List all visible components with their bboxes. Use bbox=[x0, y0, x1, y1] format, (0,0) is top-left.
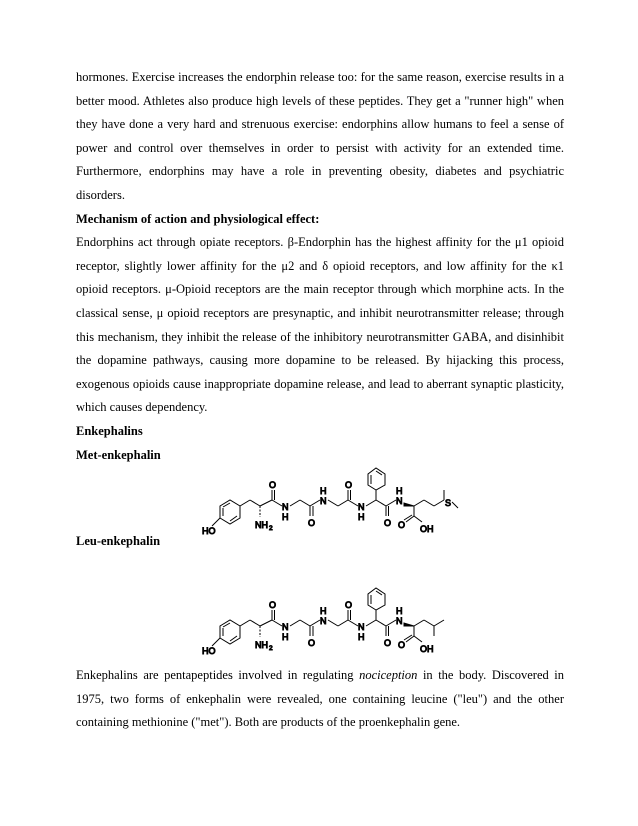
enk-rest-text: in the body. Discovered in 1975, two forms of enkephalin were revealed, one containing leucine ("leu") and the other containing methionine ("met"). Both are products of the proenkephalin gene. bbox=[76, 668, 565, 730]
o-label-3: O bbox=[345, 480, 353, 490]
oh-label: OH bbox=[420, 524, 434, 534]
s-label: S bbox=[445, 498, 452, 508]
nh-label-leu: NH bbox=[255, 640, 268, 650]
h-label-leu-2: H bbox=[320, 606, 327, 616]
h-label-1: H bbox=[282, 512, 289, 522]
o-label-5: O bbox=[398, 520, 406, 530]
o-label-leu-2: O bbox=[308, 638, 316, 648]
enkephalin-paragraph bbox=[76, 664, 564, 735]
n-label-3: N bbox=[358, 502, 365, 512]
o-label-leu-3: O bbox=[345, 600, 353, 610]
o-label-1: O bbox=[269, 480, 277, 490]
h-label-leu-4: H bbox=[396, 606, 403, 616]
oh-label-leu: OH bbox=[420, 644, 434, 654]
enkephalins-heading: Enkephalins bbox=[76, 423, 143, 438]
n-label-leu-1: N bbox=[282, 622, 289, 632]
nh-sub-label-leu: 2 bbox=[269, 645, 273, 652]
text-lower bbox=[76, 664, 564, 735]
leu-enkephalin-heading: Leu-enkephalin bbox=[76, 534, 161, 548]
nociception-term: nociception bbox=[359, 668, 418, 682]
n-label-1: N bbox=[282, 502, 289, 512]
n-label-4: N bbox=[396, 496, 403, 506]
o-label-leu-1: O bbox=[269, 600, 277, 610]
ho-label: HO bbox=[202, 526, 216, 536]
h-label-leu-1: H bbox=[282, 632, 289, 642]
n-label-leu-3: N bbox=[358, 622, 365, 632]
enk-intro-text: Enkephalins are pentapeptides involved in regulating bbox=[76, 668, 360, 682]
n-label-2: N bbox=[320, 496, 327, 506]
n-label-leu-2: N bbox=[320, 616, 327, 626]
nh-sub-label: 2 bbox=[269, 525, 273, 532]
h-label-2: H bbox=[320, 486, 327, 496]
leu-enkephalin-structure bbox=[198, 580, 468, 664]
nh-label: NH bbox=[255, 520, 268, 530]
h-label-4: H bbox=[396, 486, 403, 496]
h-label-3: H bbox=[358, 512, 365, 522]
leu-heading-block bbox=[76, 530, 564, 554]
ho-label-leu: HO bbox=[202, 646, 216, 656]
o-label-4: O bbox=[384, 518, 392, 528]
o-label-leu-5: O bbox=[398, 640, 406, 650]
mechanism-heading: Mechanism of action and physiological effect: bbox=[76, 211, 320, 226]
o-label-2: O bbox=[308, 518, 316, 528]
h-label-leu-3: H bbox=[358, 632, 365, 642]
mechanism-paragraph: Endorphins act through opiate receptors. β-Endorphin has the highest affinity for the μ1 opioid receptor, slightly lower affinity for the μ2 and δ opioid receptors, and low affinity for the κ1 opioid receptors. μ-Opioid receptors are the main receptor through which morphine acts. In the classical sense, μ opioid receptors are presynaptic, and inhibit neurotransmitter release; through this mechanism, they inhibit the release of the inhibitory neurotransmitter GABA, and disinhibit the dopamine pathways, causing more dopamine to be released. By hijacking this process, exogenous opioids cause inappropriate dopamine release, and lead to aberrant synaptic plasticity, which causes dependency. bbox=[76, 235, 564, 415]
met-enkephalin-heading: Met-enkephalin bbox=[76, 447, 161, 462]
endorphin-exercise-paragraph: hormones. Exercise increases the endorphin release too: for the same reason, exercise results in a better mood. Athletes also produce high levels of these peptides. They get a "runner high" when they have done a very hard and strenuous exercise: endorphins allow humans to feel a sense of power and control over themselves in order to persist with activity for an extended time. Furthermore, endorphins may have a role in preventing obesity, diabetes and psychiatric disorders. bbox=[76, 70, 564, 202]
n-label-leu-4: N bbox=[396, 616, 403, 626]
o-label-leu-4: O bbox=[384, 638, 392, 648]
text-upper bbox=[76, 66, 564, 467]
